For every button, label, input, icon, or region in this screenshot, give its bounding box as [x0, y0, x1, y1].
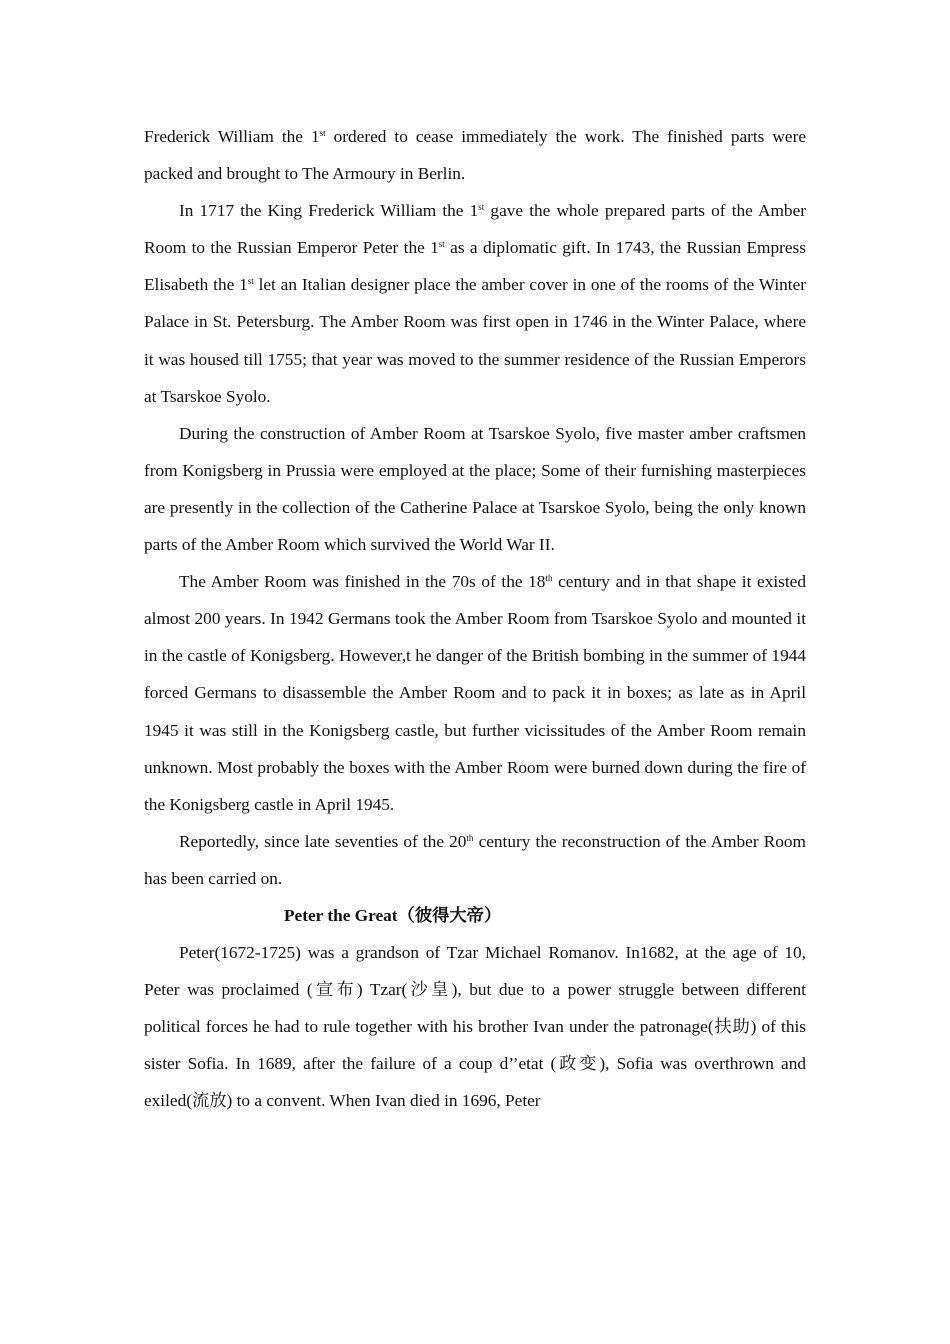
ordinal-superscript: st — [319, 128, 326, 138]
paragraph-p6 — [144, 934, 806, 1119]
text-run: Peter(1672-1725) was a grandson of Tzar Michael Romanov. In1682, at the age of 10, Peter was proclaimed (宣布) Tzar(沙皇), but due to a power struggle between different political forces he had to rule together with his brother Ivan under the patronage(扶助) of this sister Sofia. In 1689, after the failure of a coup d’’etat (政变), Sofia was overthrown and exiled(流放) to a convent. When Ivan died in 1696, Peter — [144, 943, 806, 1111]
paragraph-p3 — [144, 415, 806, 563]
text-run: gave the whole prepared parts of the Amber Room to the Russian Emperor Peter the 1 — [144, 201, 807, 258]
text-run: The Amber Room was finished in the 70s of the 18 — [179, 572, 546, 592]
document-page — [144, 118, 806, 1120]
paragraph-p2 — [144, 192, 806, 415]
ordinal-superscript: st — [247, 276, 254, 287]
paragraph-p1 — [144, 118, 806, 192]
ordinal-superscript: th — [466, 832, 474, 843]
text-run: ordered to cease immediately the work. The finished parts were packed and brought to The Armoury in Berlin. — [144, 127, 806, 184]
section-heading: Peter the Great（彼得大帝） — [284, 905, 502, 925]
body-text-after-heading — [144, 934, 806, 1119]
text-run: Reportedly, since late seventies of the 20 — [179, 831, 467, 851]
text-run: During the construction of Amber Room at Tsarskoe Syolo, five master amber craftsmen from Konigsberg in Prussia were employed at the place; Some of their furnishing masterpieces are presently in the collection of the Catherine Palace at Tsarskoe Syolo, being the only known parts of the Amber Room which survived the World War II. — [144, 423, 806, 555]
text-run: century and in that shape it existed almost 200 years. In 1942 Germans took the Amber Room from Tsarskoe Syolo and mounted it in the castle of Konigsberg. However,t he danger of the British bombing in the summer of 1944 forced Germans to disassemble the Amber Room and to pack it in boxes; as late as in April 1945 it was still in the Konigsberg castle, but further vicissitudes of the Amber Room remain unknown. Most probably the boxes with the Amber Room were burned down during the fire of the Konigsberg castle in April 1945. — [144, 572, 806, 814]
ordinal-superscript: th — [545, 573, 553, 584]
text-run: century the reconstruction of the Amber Room has been carried on. — [144, 831, 806, 888]
ordinal-superscript: st — [438, 239, 445, 250]
body-text-before-heading — [144, 118, 806, 897]
paragraph-p5 — [144, 823, 806, 897]
paragraph-p4 — [144, 563, 806, 823]
ordinal-superscript: st — [478, 202, 485, 213]
text-run: In 1717 the King Frederick William the 1 — [179, 201, 479, 221]
text-run: let an Italian designer place the amber cover in one of the rooms of the Winter Palace in St. Petersburg. The Amber Room was first open in 1746 in the Winter Palace, where it was housed till 1755; that year was moved to the summer residence of the Russian Emperors at Tsarskoe Syolo. — [144, 275, 807, 406]
text-run: Frederick William the 1 — [144, 127, 320, 146]
text-run: as a diplomatic gift. In 1743, the Russian Empress Elisabeth the 1 — [144, 238, 807, 295]
